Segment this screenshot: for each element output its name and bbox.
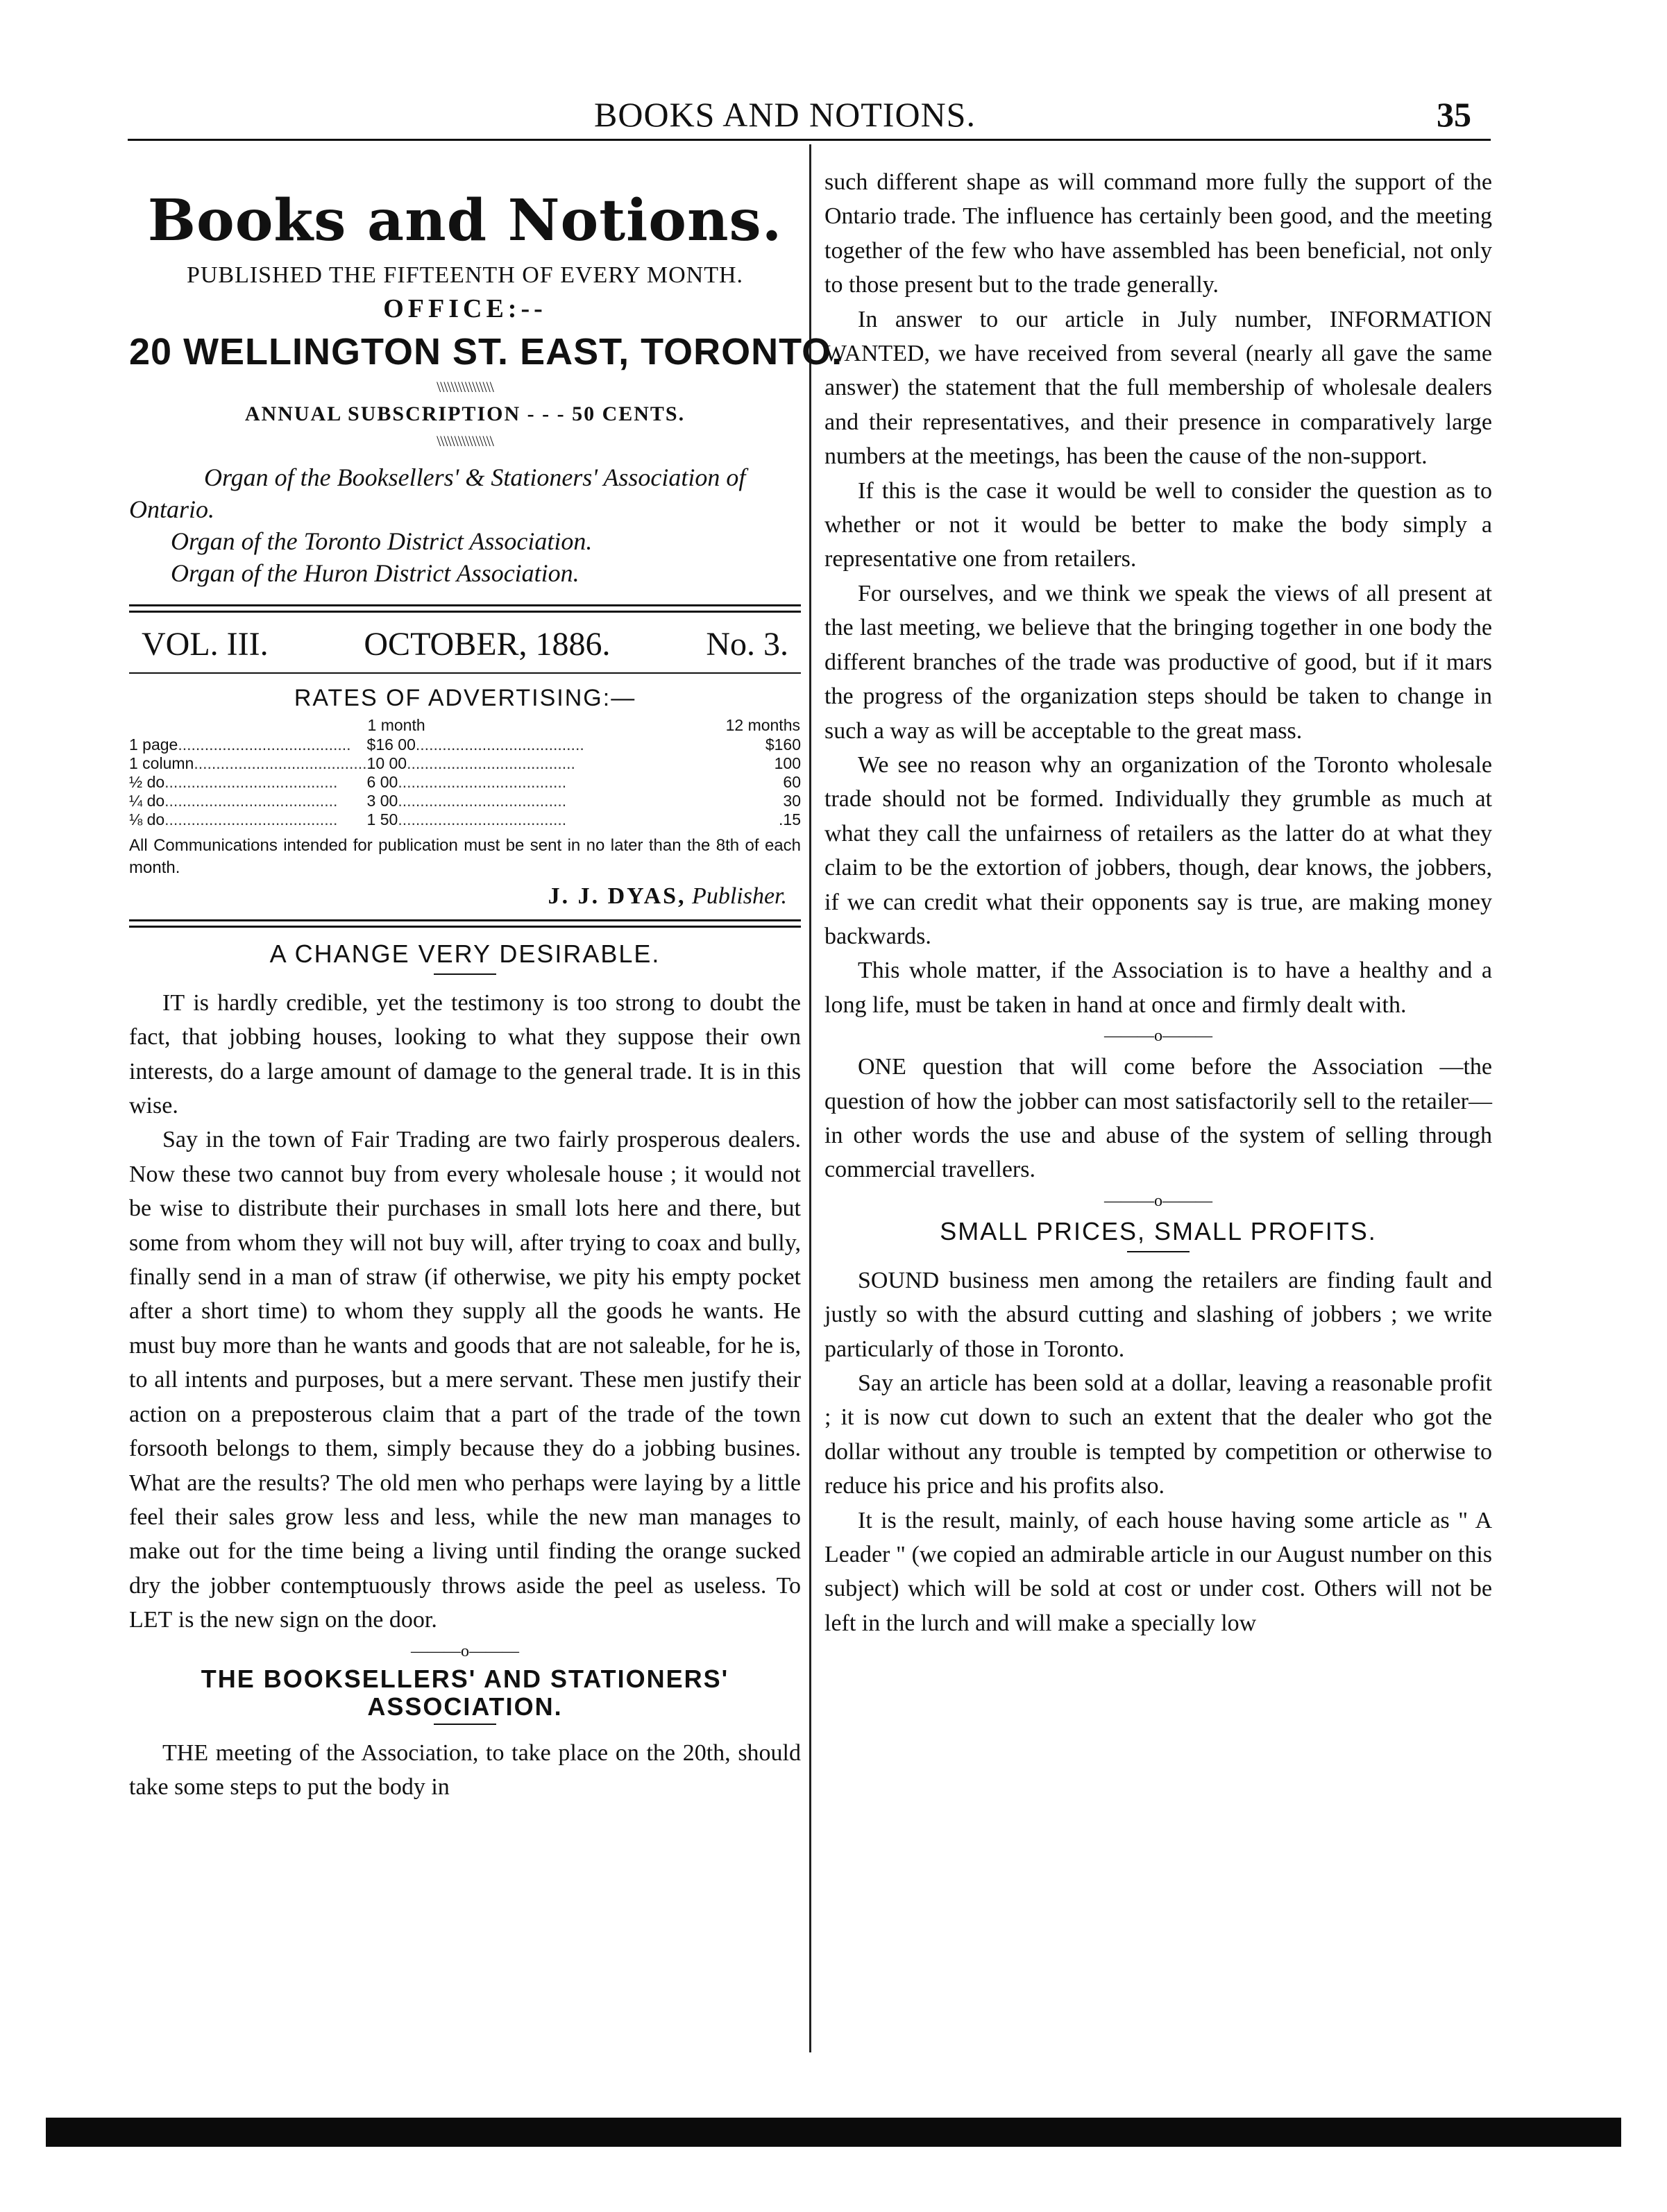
masthead-title: Books and Notions. — [147, 187, 783, 254]
rates-note: All Communications intended for publication must be sent in no later than the 8th of each month. — [129, 835, 801, 877]
page-number: 35 — [1437, 95, 1471, 134]
rule — [129, 672, 801, 674]
publisher-name: J. J. DYAS, — [548, 883, 686, 909]
column-divider — [809, 144, 811, 2052]
rate-label: 1 page — [129, 735, 178, 754]
rates-heading: RATES OF ADVERTISING:— — [294, 684, 636, 711]
issue-line — [129, 622, 801, 667]
rate-one-month: 3 00 — [366, 791, 398, 810]
office-label: OFFICE:-- — [383, 294, 547, 324]
publisher-line — [129, 879, 801, 914]
article-paragraph: It is the result, mainly, of each house having some article as " A Leader " (we copied an admirable article in our August number on this subject) which will be sold at cost or under cost. Others will not be left in the lurch and will make a specially low — [824, 1507, 1492, 1636]
rates-row: ¼ do....................................... 3 00...................................... 30 — [129, 791, 801, 810]
article-paragraph: In answer to our article in July number, INFORMATION WANTED, we have received from several (nearly all gave the same answer) the statement that the full membership of wholesale dealers and their representatives, and their presence in comparatively large numbers at the meetings, has been the cause of the non-support. — [824, 306, 1492, 470]
rate-one-month: 1 50 — [366, 810, 398, 828]
lead-word: IT — [162, 989, 185, 1016]
right-column — [824, 165, 1492, 1640]
section-separator: ———o——— — [1104, 1191, 1212, 1210]
article-paragraph: IT is hardly credible, yet the testimony is too strong to doubt the fact, that jobbing houses, looking to what they suppose their own interests, do a large amount of damage to the general trade. It is in this wise. — [129, 989, 801, 1119]
header-rule — [128, 139, 1491, 141]
short-rule — [434, 973, 496, 975]
organ-line: Organ of the Booksellers' & Stationers' Association of Ontario. — [129, 463, 746, 523]
rates-row: 1 column....................................... 10 00...................................... 100 — [129, 754, 801, 772]
organ-line: Organ of the Toronto District Association. — [171, 527, 593, 555]
article-paragraph: THE meeting of the Association, to take place on the 20th, should take some steps to put the body in — [129, 1739, 801, 1800]
double-rule — [129, 919, 801, 928]
rate-label: ¼ do — [129, 791, 165, 810]
short-rule — [1127, 1251, 1190, 1252]
rate-one-month: 6 00 — [366, 772, 398, 791]
article-paragraph: For ourselves, and we think we speak the views of all present at the last meeting, we believe that the bringing together in one body the different branches of the trade was productive of good, but if it mars the progress of the organization steps should be taken to change in such a way as will be acceptable to the great mass. — [824, 580, 1492, 744]
publisher-role: Publisher. — [692, 883, 787, 909]
double-rule — [129, 604, 801, 613]
rate-twelve-months: 100 — [774, 754, 801, 772]
article-paragraph: We see no reason why an organization of the Toronto wholesale trade should not be formed. Individually they grumble as much at what they call the unfairness of retailers as the latter do at what they claim to be the extortion of jobbers, though, dear knows, the jobbers, if we can credit what their opponents say is true, are making money backwards. — [824, 751, 1492, 949]
rates-col-header: 1 month — [367, 715, 425, 734]
lead-word: THE — [162, 1739, 209, 1766]
section-separator: ———o——— — [1104, 1027, 1212, 1046]
rate-twelve-months: 60 — [783, 772, 801, 791]
rates-row: ½ do....................................... 6 00...................................... 60 — [129, 772, 801, 791]
ornamental-separator: \\\\\\\\\\\\\\\\ — [437, 432, 493, 450]
short-rule — [434, 1724, 496, 1725]
rates-table — [129, 715, 801, 829]
article-paragraph: If this is the case it would be well to consider the question as to whether or not it would be better to make the body simply a representative one from retailers. — [824, 477, 1492, 572]
running-title: BOOKS AND NOTIONS. — [594, 95, 976, 134]
organ-line: Organ of the Huron District Association. — [171, 559, 579, 587]
rate-one-month: 10 00 — [366, 754, 407, 772]
article-paragraph: Say in the town of Fair Trading are two fairly prosperous dealers. Now these two cannot buy from every wholesale house ; it would not be wise to distribute their purchases in small lots here and there, but some from whom they will not buy will, after trying to coax and bully, finally send in a man of straw (if otherwise, we pity his empty pocket after a short time) to whom they supply all the goods he wants. He must buy more than he wants and goods that are not saleable, for he is, to all intents and purposes, but a mere servant. These men justify their action on a preposterous claim that a part of the trade of the town forsooth belongs to them, simply because they do a jobbing busines. What are the results? The old men who perhaps were laying by a little feel their sales grow less and less, while the new man manages to make out for the time being a living until finding the orange sucked dry the jobber contemptuously throws aside the peel as useless. To LET is the new sign on the door. — [129, 1127, 801, 1633]
article-heading: THE BOOKSELLERS' AND STATIONERS' ASSOCIATION. — [201, 1664, 729, 1721]
article-heading: SMALL PRICES, SMALL PROFITS. — [940, 1216, 1377, 1245]
section-separator: ———o——— — [411, 1642, 519, 1660]
ornamental-separator: \\\\\\\\\\\\\\\\ — [437, 377, 493, 395]
article-paragraph: ONE question that will come before the Association —the question of how the jobber can most satisfactorily sell to the retailer—in other words the use and abuse of the system of selling through commercial travellers. — [824, 1054, 1492, 1183]
rate-one-month: $16 00 — [366, 735, 416, 754]
rate-label: ½ do — [129, 772, 165, 791]
subscription-price: ANNUAL SUBSCRIPTION - - - 50 CENTS. — [244, 402, 686, 425]
rates-row: 1 page....................................... $16 00...................................... $160 — [129, 735, 801, 754]
running-head — [0, 89, 1667, 137]
rate-twelve-months: .15 — [779, 810, 801, 828]
rates-col-header: 12 months — [725, 715, 800, 734]
article-heading: A CHANGE VERY DESIRABLE. — [269, 939, 661, 968]
lead-word: SOUND — [858, 1267, 940, 1293]
office-address: 20 WELLINGTON ST. EAST, TORONTO. — [129, 330, 843, 373]
rate-twelve-months: 30 — [783, 791, 801, 810]
article-paragraph: This whole matter, if the Association is to have a healthy and a long life, must be taken in hand at once and firmly dealt with. — [824, 958, 1492, 1018]
lead-word: ONE — [858, 1054, 906, 1080]
issue-date: OCTOBER, 1886. — [364, 625, 611, 663]
rates-row: ⅛ do....................................... 1 50...................................... .15 — [129, 810, 801, 828]
issue-number: No. 3. — [706, 625, 788, 663]
rate-label: ⅛ do — [129, 810, 165, 828]
publication-schedule: PUBLISHED THE FIFTEENTH OF EVERY MONTH. — [186, 262, 744, 288]
volume: VOL. III. — [142, 625, 269, 663]
bottom-bar — [46, 2118, 1621, 2147]
left-column — [129, 146, 843, 1804]
article-paragraph: SOUND business men among the retailers are finding fault and justly so with the absurd cutting and slashing of jobbers ; we write particularly of those in Toronto. — [824, 1267, 1492, 1362]
rate-label: 1 column — [129, 754, 194, 772]
article-paragraph: such different shape as will command more fully the support of the Ontario trade. The influence has certainly been good, and the meeting together of the few who have assembled has been beneficial, not only to those present but to the trade generally. — [824, 169, 1492, 298]
rate-twelve-months: $160 — [765, 735, 801, 754]
article-paragraph: Say an article has been sold at a dollar, leaving a reasonable profit ; it is now cut down to such an extent that the dealer who got the dollar without any trouble is tempted by competition or otherwise to reduce his price and his profits also. — [824, 1370, 1492, 1499]
